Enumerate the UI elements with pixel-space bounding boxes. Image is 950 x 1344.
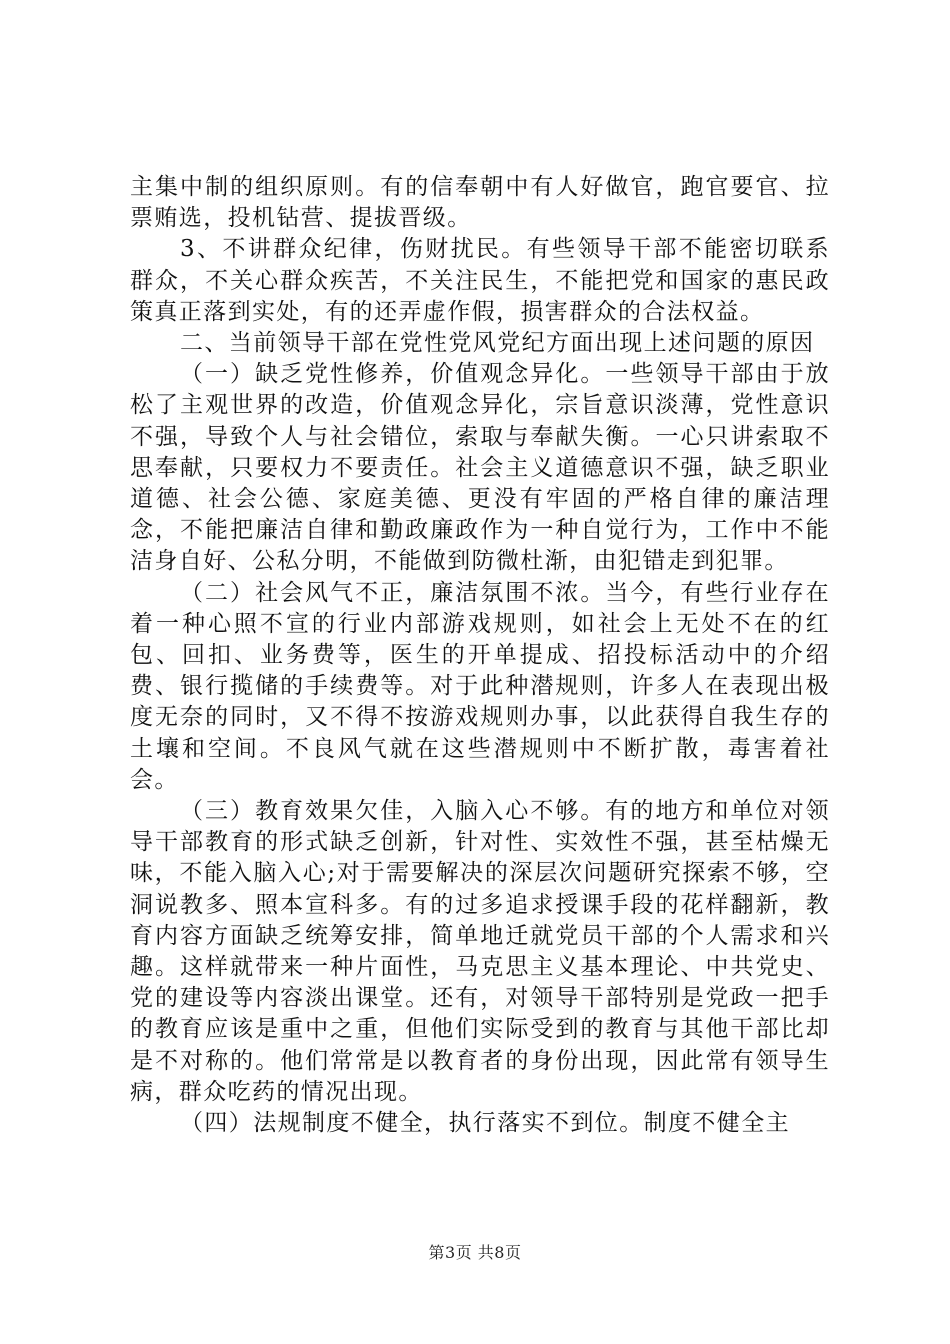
paragraph-reason-1: （一）缺乏党性修养，价值观念异化。一些领导干部由于放松了主观世界的改造，价值观念异化，宗旨意识淡薄，党性意识不强，导致个人与社会错位，索取与奉献失衡。一心只讲索取不思奉献，只要权力不要责任。社会主义道德意识不强，缺乏职业道德、社会公德、家庭美德、更没有牢固的严格自律的廉洁理念，不能把廉洁自律和勤政廉政作为一种自觉行为，工作中不能洁身自好、公私分明，不能做到防微杜渐，由犯错走到犯罪。	[130, 361, 830, 575]
paragraph-continuation: 主集中制的组织原则。有的信奉朝中有人好做官，跑官要官、拉票贿选，投机钻营、提拔晋级。	[130, 174, 830, 232]
document-body	[130, 172, 830, 1139]
paragraph-reason-4: （四）法规制度不健全，执行落实不到位。制度不健全主	[180, 1110, 790, 1137]
section-heading-2: 二、当前领导干部在党性党风党纪方面出现上述问题的原因	[180, 330, 815, 357]
paragraph-reason-2: （二）社会风气不正，廉洁氛围不浓。当今，有些行业存在着一种心照不宣的行业内部游戏规则，如社会上无处不在的红包、回扣、业务费等，医生的开单提成、招投标活动中的介绍费、银行揽储的手续费等。对于此种潜规则，许多人在表现出极度无奈的同时，又不得不按游戏规则办事，以此获得自我生存的土壤和空间。不良风气就在这些潜规则中不断扩散，毒害着社会。	[130, 579, 830, 793]
paragraph-point-3: 3、不讲群众纪律，伤财扰民。有些领导干部不能密切联系群众，不关心群众疾苦，不关注民生，不能把党和国家的惠民政策真正落到实处，有的还弄虚作假，损害群众的合法权益。	[130, 236, 830, 325]
page-footer: 第3页 共8页	[428, 1243, 522, 1262]
paragraph-reason-3: （三）教育效果欠佳，入脑入心不够。有的地方和单位对领导干部教育的形式缺乏创新，针对性、实效性不强，甚至枯燥无味，不能入脑入心;对于需要解决的深层次问题研究探索不够，空洞说教多、照本宣科多。有的过多追求授课手段的花样翻新，教育内容方面缺乏统筹安排，简单地迁就党员干部的个人需求和兴趣。这样就带来一种片面性，马克思主义基本理论、中共党史、党的建设等内容淡出课堂。还有，对领导干部特别是党政一把手的教育应该是重中之重，但他们实际受到的教育与其他干部比却是不对称的。他们常常是以教育者的身份出现，因此常有领导生病，群众吃药的情况出现。	[130, 798, 830, 1105]
